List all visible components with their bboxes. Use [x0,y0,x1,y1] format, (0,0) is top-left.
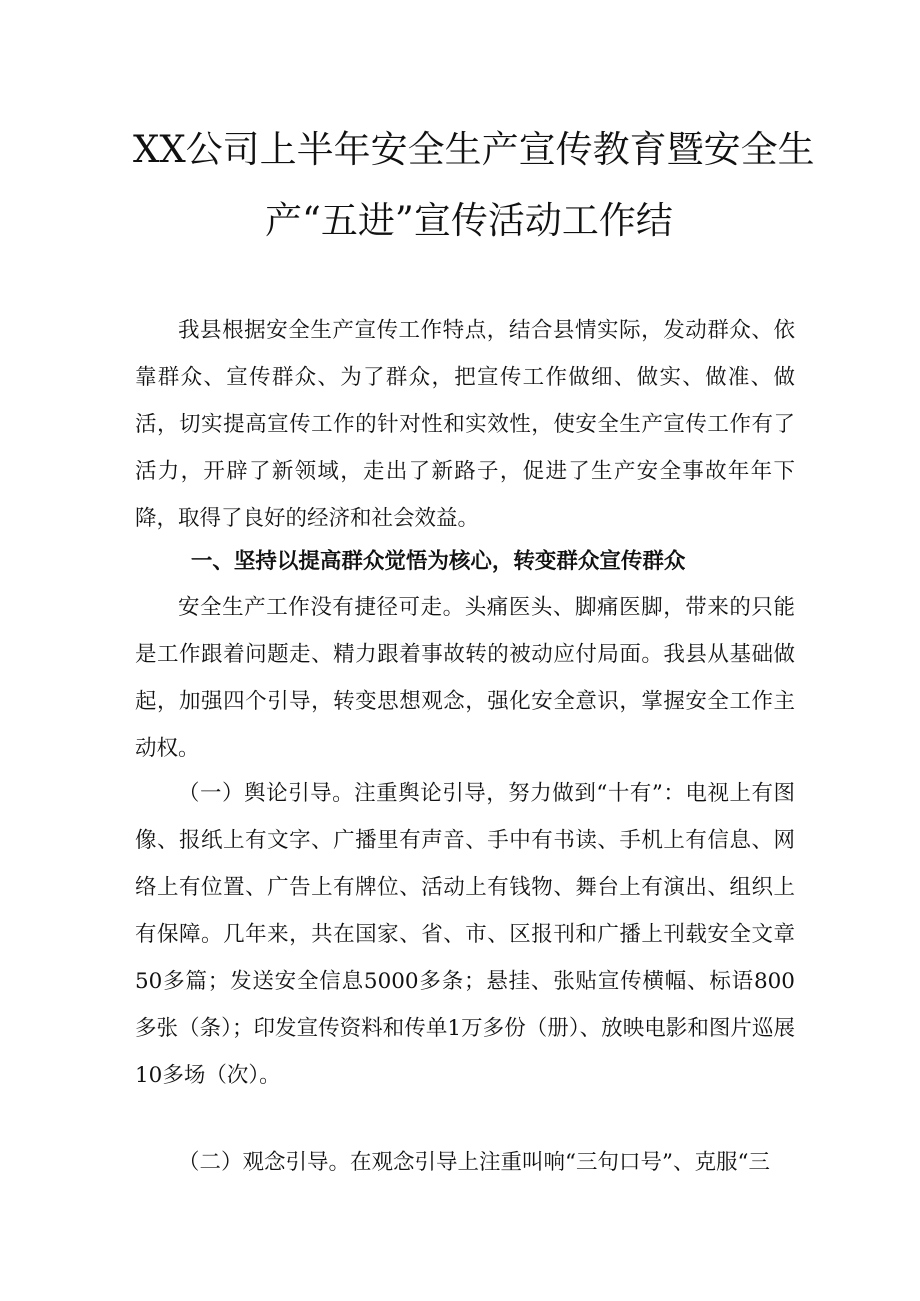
intro-paragraph: 我县根据安全生产宣传工作特点，结合县情实际，发动群众、依靠群众、宣传群众、为了群众，把宣传工作做细、做实、做准、做活，切实提高宣传工作的针对性和实效性，使安全生产宣传工作有了活力，开辟了新领域，走出了新路子，促进了生产安全事故年年下降，取得了良好的经济和社会效益。 [135,318,795,531]
document-title-line-2: 产“五进”宣传活动工作结 [265,199,673,242]
section-heading-1: 一、坚持以提高群众觉悟为核心，转变群众宣传群众 [190,549,686,574]
section-1-paragraph: 安全生产工作没有捷径可走。头痛医头、脚痛医脚，带来的只能是工作跟着问题走、精力跟着事故转的被动应付局面。我县从基础做起，加强四个引导，转变思想观念，强化安全意识，掌握安全工作主动权。 [135,595,795,761]
document-title-line-1: XX公司上半年安全生产宣传教育暨安全生 [133,128,815,171]
concept-guidance-paragraph: （二）观念引导。在观念引导上注重叫响“三句口号”、克服“三 [178,1150,770,1175]
public-opinion-guidance-paragraph: （一）舆论引导。注重舆论引导，努力做到“十有”：电视上有图像、报纸上有文字、广播里有声音、手中有书读、手机上有信息、网络上有位置、广告上有牌位、活动上有钱物、舞台上有演出、组织上有保障。几年来，共在国家、省、市、区报刊和广播上刊载安全文章50多篇；发送安全信息5000多条；悬挂、张贴宣传横幅、标语800多张（条）；印发宣传资料和传单1万多份（册）、放映电影和图片巡展10多场（次）。 [135,781,795,1088]
